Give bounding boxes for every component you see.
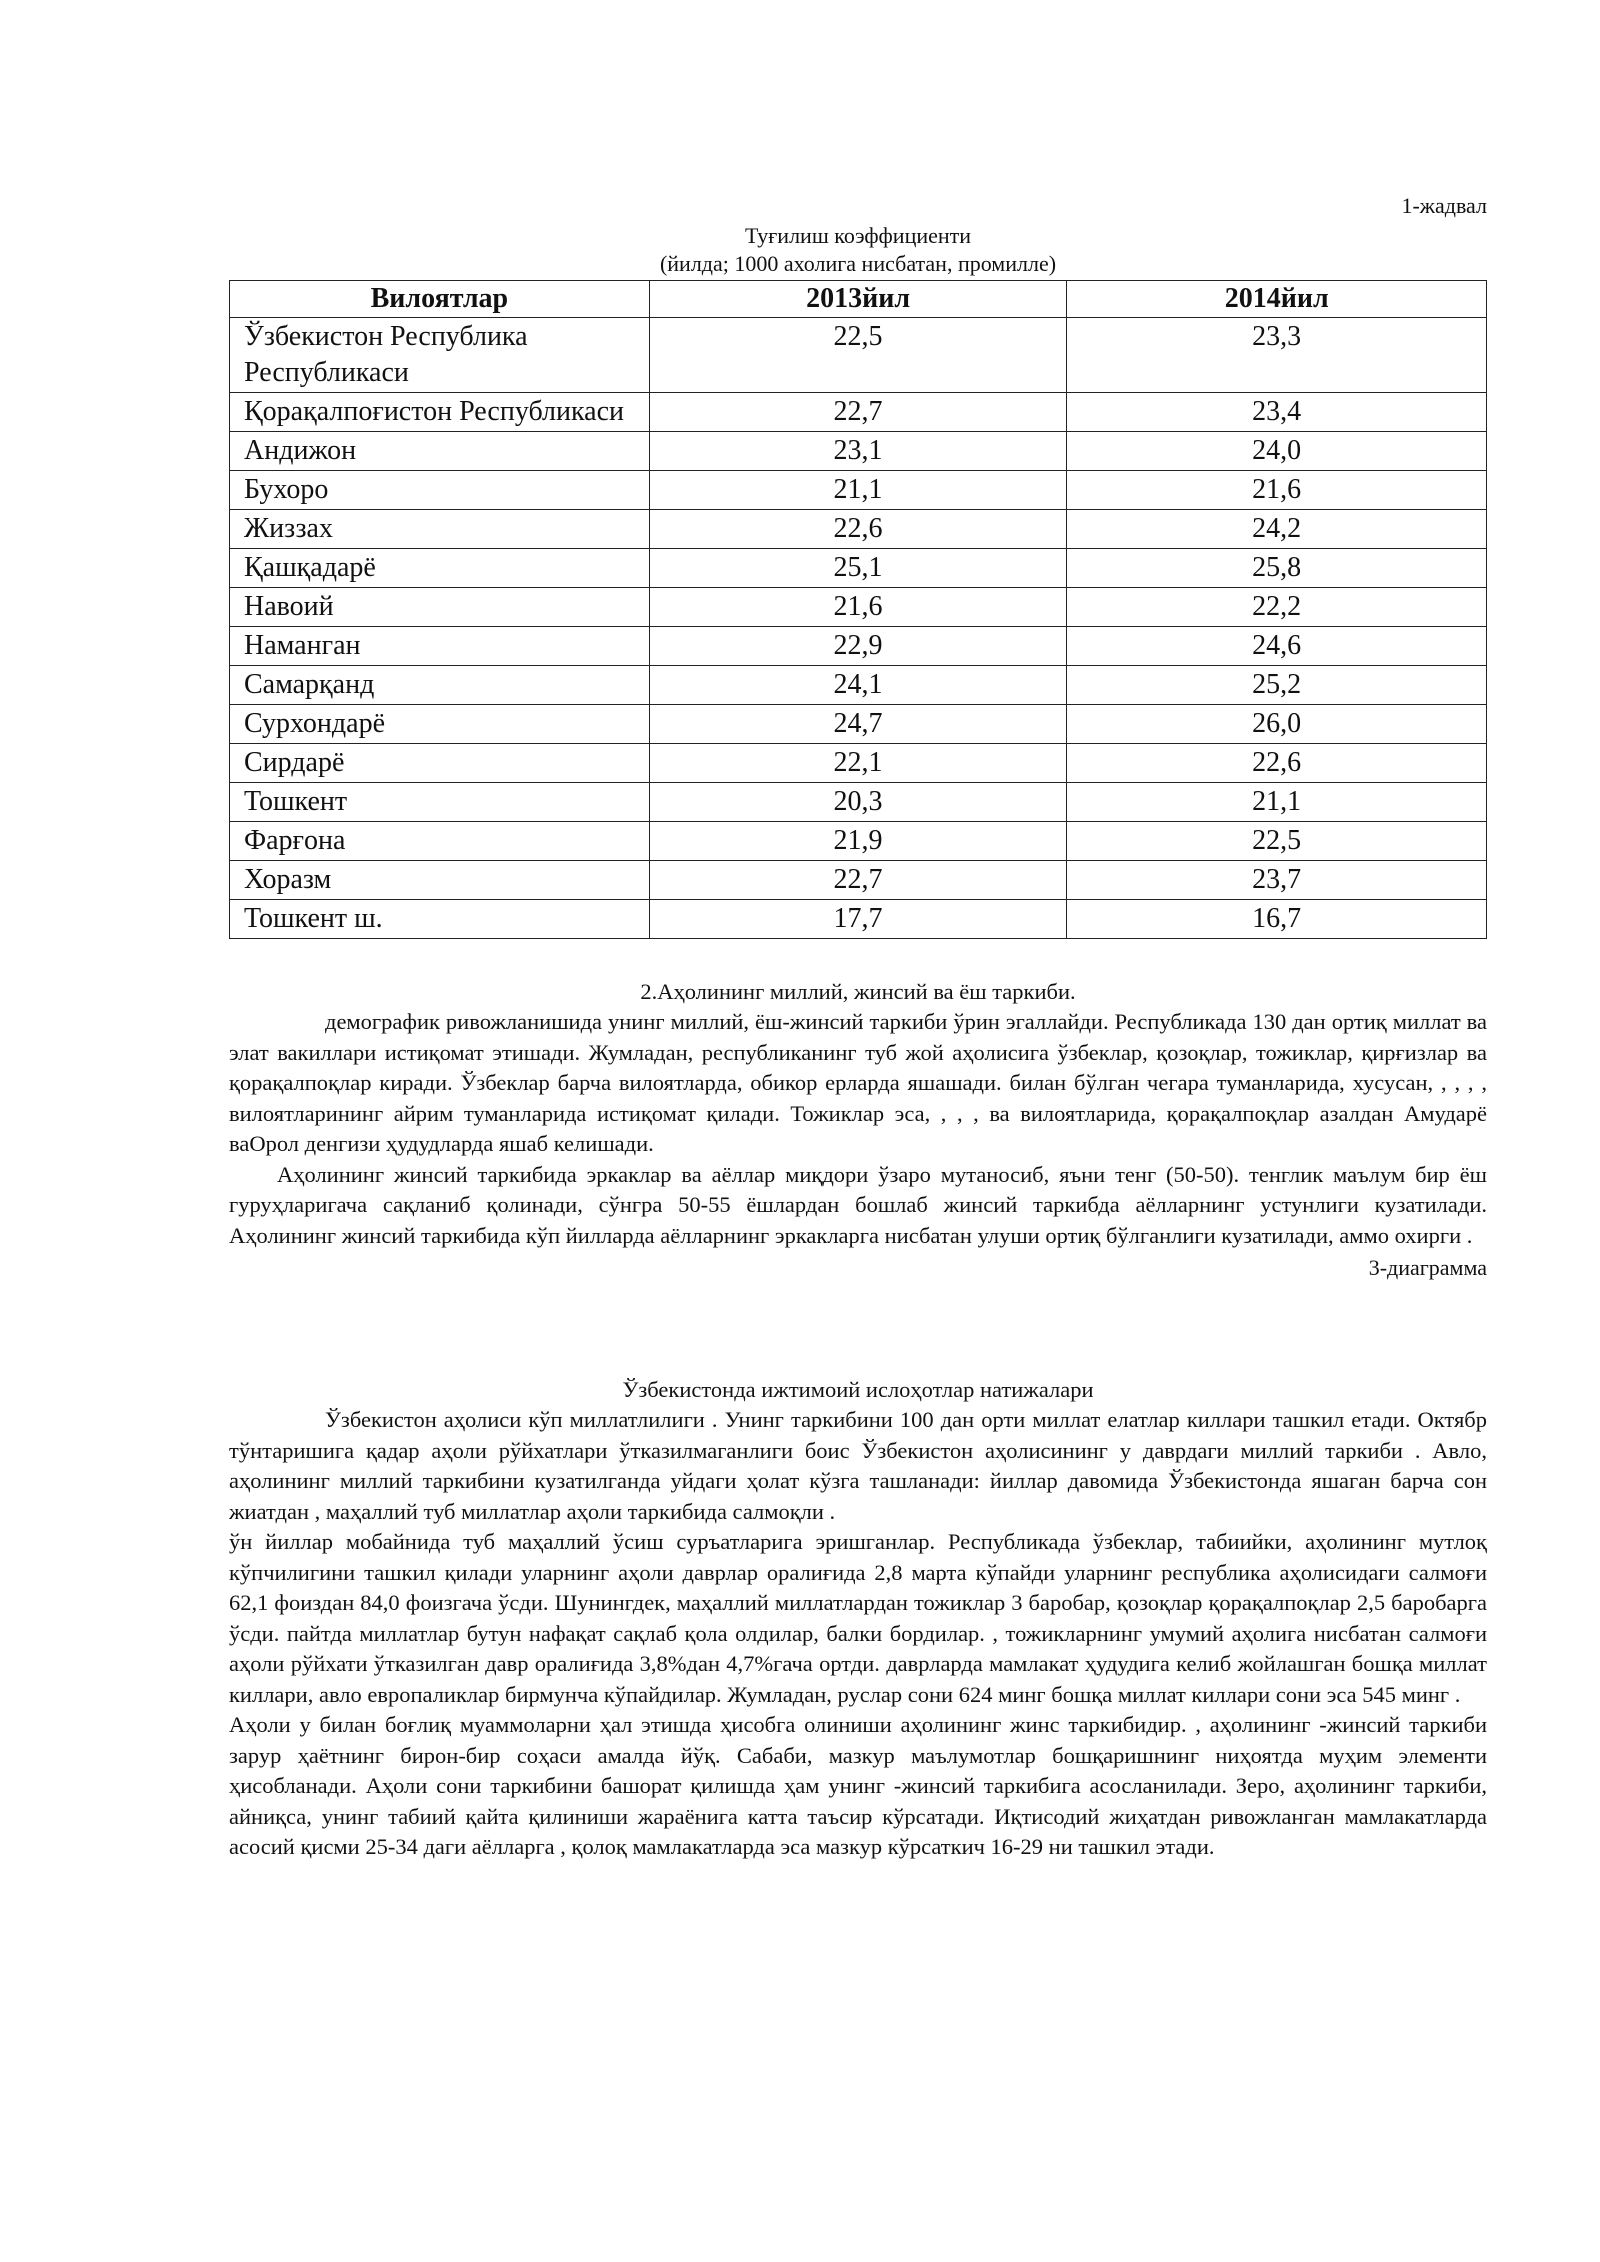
table-row <box>230 822 1487 861</box>
value-2013-cell: 23,1 <box>649 432 1067 471</box>
value-2014-cell: 23,7 <box>1067 861 1487 900</box>
table-row <box>230 627 1487 666</box>
value-2014-cell: 21,6 <box>1067 471 1487 510</box>
value-2014-cell: 21,1 <box>1067 783 1487 822</box>
table-row <box>230 393 1487 432</box>
table-row <box>230 666 1487 705</box>
value-2014-cell: 24,2 <box>1067 510 1487 549</box>
value-2013-cell: 21,9 <box>649 822 1067 861</box>
diagram-label: 3-диаграмма <box>1368 1255 1487 1280</box>
region-cell: Тошкент <box>230 783 650 822</box>
value-2014-cell: 24,0 <box>1067 432 1487 471</box>
section2-heading: 2.Аҳолининг миллий, жинсий ва ёш таркиби. <box>640 979 1076 1004</box>
table-body <box>230 318 1487 939</box>
table-row <box>230 588 1487 627</box>
region-cell: Хоразм <box>230 861 650 900</box>
region-cell: Қорақалпоғистон Республикаси <box>230 393 650 432</box>
region-cell: Бухоро <box>230 471 650 510</box>
region-cell: Қашқадарё <box>230 549 650 588</box>
section3-paragraph-2: ўн йиллар мобайнида туб маҳаллий ўсиш суръатларига эришганлар. Республикада ўзбеклар, табиийки, аҳолининг мутлоқ кўпчилигини ташкил қилади уларнинг аҳоли даврлар оралиғида 2,8 марта кўпайди уларнинг республика аҳолисидаги салмоғи 62,1 фоиздан 84,0 фоизгача ўсди. Шунингдек, маҳаллий миллатлардан тожиклар 3 баробар, қозоқлар қорақалпоқлар 2,5 баробарга ўсди. пайтда миллатлар бутун нафақат сақлаб қола олдилар, балки бордилар. , тожикларнинг умумий аҳолига нисбатан салмоғи аҳоли рўйхати ўтказилган давр оралиғида 3,8%дан 4,7%гача ортди. даврларда мамлакат ҳудудига келиб жойлашган бошқа миллат киллари, авло европаликлар бирмунча кўпайдилар. Жумладан, руслар сони 624 минг бошқа миллат киллари сони эса 545 минг . <box>229 1529 1487 1707</box>
section3-paragraph-1: Ўзбекистон аҳолиси кўп миллатлилиги . Унинг таркибини 100 дан орти миллат елатлар киллари ташкил етади. Октябр тўнтаришига қадар аҳоли рўйхатлари ўтказилмаганлиги боис Ўзбекистон аҳолисининг у даврдаги миллий таркиби . Авло, аҳолининг миллий таркибини кузатилганда уйдаги ҳолат кўзга ташланади: йиллар давомида Ўзбекистонда яшаган барча сон жиатдан , маҳаллий туб миллатлар аҳоли таркибида салмоқли . <box>229 1407 1487 1524</box>
region-cell: Тошкент ш. <box>230 900 650 939</box>
section3-paragraph-3: Аҳоли у билан боғлиқ муаммоларни ҳал этишда ҳисобга олиниши аҳолининг жинс таркибидир. , аҳолининг -жинсий таркиби зарур ҳаётнинг бирон-бир соҳаси амалда йўқ. Сабаби, мазкур маълумотлар бошқаришнинг ниҳоятда муҳим элементи ҳисобланади. Аҳоли сони таркибини башорат қилишда ҳам унинг -жинсий таркибига асосланилади. Зеро, аҳолининг таркиби, айниқса, унинг табиий қайта қилиниши жараёнига катта таъсир кўрсатади. Иқтисодий жиҳатдан ривожланган мамлакатларда асосий қисми 25-34 даги аёлларга , қолоқ мамлакатларда эса мазкур кўрсаткич 16-29 ни ташкил этади. <box>229 1712 1487 1859</box>
region-cell: Фарғона <box>230 822 650 861</box>
table-row <box>230 705 1487 744</box>
value-2014-cell: 23,4 <box>1067 393 1487 432</box>
table-row <box>230 900 1487 939</box>
value-2013-cell: 24,1 <box>649 666 1067 705</box>
table-row <box>230 471 1487 510</box>
value-2013-cell: 21,6 <box>649 588 1067 627</box>
value-2013-cell: 21,1 <box>649 471 1067 510</box>
value-2014-cell: 25,8 <box>1067 549 1487 588</box>
section2-paragraph-1: демографик ривожланишида унинг миллий, ёш-жинсий таркиби ўрин эгаллайди. Республикада 130 дан ортиқ миллат ва элат вакиллари истиқомат этишади. Жумладан, республиканинг туб жой аҳолисига ўзбеклар, қозоқлар, тожиклар, қирғизлар ва қорақалпоқлар киради. Ўзбеклар барча вилоятларда, обикор ерларда яшашади. билан бўлган чегара туманларида, хусусан, , , , , вилоятларининг айрим туманларида истиқомат қилади. Тожиклар эса, , , , ва вилоятларида, қорақалпоқлар азалдан Амударё ваОрол денгизи ҳудудларда яшаб келишади. <box>229 1009 1487 1156</box>
region-cell: Ўзбекистон Республика Республикаси <box>230 318 650 393</box>
table-label: 1-жадвал <box>1401 193 1487 218</box>
region-cell: Наманган <box>230 627 650 666</box>
table-row <box>230 861 1487 900</box>
value-2013-cell: 20,3 <box>649 783 1067 822</box>
table-row <box>230 318 1487 393</box>
value-2013-cell: 22,7 <box>649 861 1067 900</box>
value-2013-cell: 22,7 <box>649 393 1067 432</box>
value-2014-cell: 23,3 <box>1067 318 1487 393</box>
table-row <box>230 783 1487 822</box>
value-2013-cell: 17,7 <box>649 900 1067 939</box>
column-header-2013: 2013йил <box>649 281 1067 318</box>
table-subtitle: (йилда; 1000 ахолига нисбатан, промилле) <box>659 251 1057 276</box>
section3-heading: Ўзбекистонда ижтимоий ислоҳотлар натижалари <box>622 1377 1094 1402</box>
section2-paragraph-2: Аҳолининг жинсий таркибида эркаклар ва аёллар миқдори ўзаро мутаносиб, яъни тенг (50-50). тенглик маълум бир ёш гуруҳларигача сақланиб қолинади, сўнгра 50-55 ёшлардан бошлаб жинсий таркибда аёлларнинг устунлиги кузатилади. Аҳолининг жинсий таркибида кўп йилларда аёлларнинг эркакларга нисбатан улуши ортиқ бўлганлиги кузатилади, аммо охирги . <box>229 1161 1487 1248</box>
table-header-row <box>230 281 1487 318</box>
region-cell: Сурхондарё <box>230 705 650 744</box>
value-2014-cell: 25,2 <box>1067 666 1487 705</box>
value-2014-cell: 24,6 <box>1067 627 1487 666</box>
region-cell: Самарқанд <box>230 666 650 705</box>
value-2014-cell: 26,0 <box>1067 705 1487 744</box>
value-2014-cell: 22,2 <box>1067 588 1487 627</box>
column-header-2014: 2014йил <box>1067 281 1487 318</box>
region-cell: Андижон <box>230 432 650 471</box>
region-cell: Сирдарё <box>230 744 650 783</box>
value-2013-cell: 22,1 <box>649 744 1067 783</box>
table-row <box>230 510 1487 549</box>
region-cell: Жиззах <box>230 510 650 549</box>
table-row <box>230 744 1487 783</box>
value-2014-cell: 22,6 <box>1067 744 1487 783</box>
region-cell: Навоий <box>230 588 650 627</box>
birth-rate-table <box>229 280 1487 939</box>
column-header-region: Вилоятлар <box>230 281 650 318</box>
value-2013-cell: 24,7 <box>649 705 1067 744</box>
table-row <box>230 432 1487 471</box>
value-2014-cell: 22,5 <box>1067 822 1487 861</box>
table-row <box>230 549 1487 588</box>
table-title: Туғилиш коэффициенти <box>744 223 972 248</box>
document-content <box>229 190 1487 1863</box>
value-2013-cell: 22,9 <box>649 627 1067 666</box>
value-2014-cell: 16,7 <box>1067 900 1487 939</box>
value-2013-cell: 25,1 <box>649 549 1067 588</box>
value-2013-cell: 22,5 <box>649 318 1067 393</box>
value-2013-cell: 22,6 <box>649 510 1067 549</box>
